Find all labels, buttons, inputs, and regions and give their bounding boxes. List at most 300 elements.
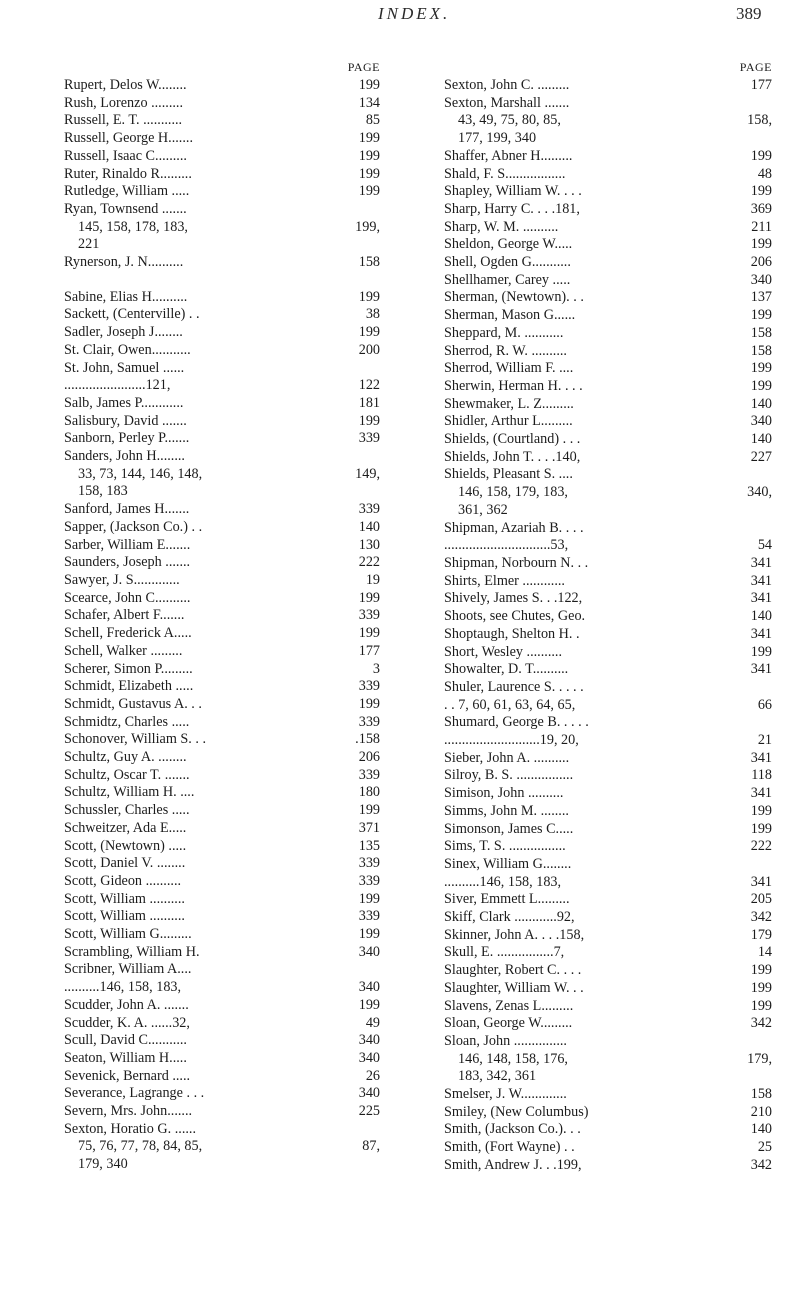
index-entry-page: 222 — [750, 838, 772, 855]
index-entry-page: 199 — [358, 147, 380, 164]
index-entry — [444, 750, 776, 768]
index-entry-text: Sherwin, Herman H. . . . — [444, 377, 583, 394]
index-entry-text: Sanders, John H........ — [64, 448, 185, 465]
index-entry-text: Sherrod, R. W. .......... — [444, 342, 567, 359]
index-entry-text: Sherman, Mason G...... — [444, 307, 576, 324]
index-entry-text: Shuler, Laurence S. . . . . — [444, 678, 584, 695]
index-entry-page: 339 — [358, 908, 380, 925]
index-entry — [64, 678, 384, 696]
index-entry-text: Saunders, Joseph ....... — [64, 554, 191, 571]
index-entry-text: Sieber, John A. .......... — [444, 749, 570, 766]
index-entry — [444, 838, 776, 856]
index-entry-page: 206 — [358, 749, 380, 766]
index-entry — [64, 873, 384, 891]
index-entry-text: Sherrod, William F. .... — [444, 360, 574, 377]
index-entry — [64, 643, 384, 661]
index-entry — [444, 1086, 776, 1104]
index-entry-page: 199 — [358, 802, 380, 819]
index-entry-text: Sinex, William G........ — [444, 855, 572, 872]
index-entry — [64, 961, 384, 979]
index-entry-text: Sanborn, Perley P....... — [64, 430, 190, 447]
index-entry — [64, 324, 384, 342]
index-entry-text: Smith, (Jackson Co.). . . — [444, 1121, 581, 1138]
index-entry — [64, 891, 384, 909]
index-entry-page: 85 — [365, 112, 380, 129]
index-entry-text: Seaton, William H..... — [64, 1049, 187, 1066]
index-entry — [444, 431, 776, 449]
index-entry-text: Sawyer, J. S............. — [64, 571, 180, 588]
index-entry-text: 177, 199, 340 — [458, 130, 537, 147]
index-entry-text: Scull, David C........... — [64, 1032, 187, 1049]
index-entry — [64, 537, 384, 555]
index-entry-text: Sanford, James H....... — [64, 501, 190, 518]
index-entry — [64, 926, 384, 944]
index-entry — [444, 661, 776, 679]
index-entry-text: Smith, (Fort Wayne) . . — [444, 1139, 575, 1156]
index-entry — [64, 1103, 384, 1121]
index-entry — [444, 130, 776, 148]
index-entry-text: Salb, James P............ — [64, 394, 184, 411]
index-entry — [64, 166, 384, 184]
index-entry-page: 340 — [750, 413, 772, 430]
index-entry — [64, 554, 384, 572]
index-entry — [444, 1104, 776, 1122]
index-entry-page: 340 — [358, 943, 380, 960]
index-entry-text: Sapper, (Jackson Co.) . . — [64, 518, 203, 535]
index-entry-text: 146, 158, 179, 183, — [458, 484, 568, 501]
index-entry — [64, 855, 384, 873]
index-entry-page: 199 — [358, 695, 380, 712]
index-entry — [444, 360, 776, 378]
index-entry — [444, 944, 776, 962]
index-entry — [444, 520, 776, 538]
index-entry-text: Ryan, Townsend ....... — [64, 200, 187, 217]
index-entry-page: 149, — [355, 465, 380, 482]
index-entry-text: Sabine, Elias H.......... — [64, 288, 188, 305]
index-entry-text: . . 7, 60, 61, 63, 64, 65, — [444, 696, 576, 713]
index-entry-text: Schmidt, Gustavus A. . . — [64, 695, 202, 712]
index-entry-page: 122 — [358, 377, 380, 394]
index-entry — [64, 1050, 384, 1068]
index-entry — [64, 625, 384, 643]
index-entry — [444, 608, 776, 626]
index-entry-page: 342 — [750, 1015, 772, 1032]
index-entry-page: 341 — [750, 873, 772, 890]
index-entry-text: Rush, Lorenzo ......... — [64, 94, 184, 111]
index-entry-page: 140 — [750, 395, 772, 412]
index-entry-text: Shoptaugh, Shelton H. . — [444, 625, 580, 642]
index-entry — [64, 254, 384, 272]
index-entry-page: 140 — [750, 1121, 772, 1138]
index-entry-page: 227 — [750, 448, 772, 465]
index-entry — [444, 998, 776, 1016]
index-entry — [444, 219, 776, 237]
index-entry — [64, 1032, 384, 1050]
index-entry-text: Scott, Daniel V. ........ — [64, 855, 186, 872]
index-entry — [64, 413, 384, 431]
index-entry-text: Schmidt, Elizabeth ..... — [64, 678, 194, 695]
index-entry-text: Sadler, Joseph J........ — [64, 324, 183, 341]
index-entry — [64, 767, 384, 785]
index-entry-page: 140 — [750, 608, 772, 625]
index-entry-text: ..........146, 158, 183, — [444, 873, 562, 890]
index-entry-page: 199 — [750, 962, 772, 979]
index-entry-text: Russell, Isaac C......... — [64, 147, 187, 164]
index-entry — [444, 307, 776, 325]
index-entry-text: Shields, John T. . . .140, — [444, 448, 581, 465]
index-entry-page: 3 — [372, 660, 380, 677]
index-entry — [444, 254, 776, 272]
index-entry — [444, 396, 776, 414]
index-entry — [64, 749, 384, 767]
index-entry-page: 181 — [358, 394, 380, 411]
index-entry-text: Showalter, D. T.......... — [444, 661, 569, 678]
index-entry — [444, 325, 776, 343]
index-entry-page: 158 — [750, 342, 772, 359]
index-entry — [444, 891, 776, 909]
index-entry — [444, 502, 776, 520]
index-entry-page: 339 — [358, 713, 380, 730]
index-entry-page: 341 — [750, 572, 772, 589]
index-entry-page: 199 — [358, 288, 380, 305]
index-entry-page: 199 — [750, 643, 772, 660]
index-entry-text: Simms, John M. ........ — [444, 802, 569, 819]
index-entry-text: Rynerson, J. N.......... — [64, 254, 184, 271]
index-entry — [64, 519, 384, 537]
index-entry-page: 21 — [757, 732, 772, 749]
index-entry-page: 199 — [750, 979, 772, 996]
index-entry-text: ...........................19, 20, — [444, 732, 579, 749]
index-entry — [444, 413, 776, 431]
index-entry-text: Severn, Mrs. John....... — [64, 1103, 193, 1120]
index-entry — [64, 236, 384, 254]
index-entry — [444, 343, 776, 361]
index-entry — [64, 820, 384, 838]
index-entry — [64, 590, 384, 608]
index-entry-page: 340 — [358, 1085, 380, 1102]
index-entry-text: Sharp, Harry C. . . .181, — [444, 200, 580, 217]
index-column-left — [64, 60, 384, 1174]
index-entry — [444, 1157, 776, 1175]
index-entry-page: 339 — [358, 501, 380, 518]
index-entry — [64, 395, 384, 413]
index-entry — [444, 112, 776, 130]
index-entry — [64, 430, 384, 448]
index-entry — [64, 607, 384, 625]
index-entry-page: 222 — [358, 554, 380, 571]
index-entry-page: 340 — [358, 1032, 380, 1049]
index-entry-text: Sexton, Marshall ....... — [444, 94, 570, 111]
index-entry-text: Short, Wesley .......... — [444, 643, 563, 660]
index-entry-text: Shields, (Courtland) . . . — [444, 431, 581, 448]
index-entry-page: 199 — [358, 589, 380, 606]
index-entry — [444, 714, 776, 732]
index-entry-text: Slaughter, William W. . . — [444, 979, 584, 996]
index-entry-text: ..........146, 158, 183, — [64, 979, 182, 996]
index-entry — [444, 378, 776, 396]
index-entry — [444, 1033, 776, 1051]
index-entry-text: Sarber, William E....... — [64, 536, 191, 553]
index-entry-text: Shipman, Azariah B. . . . — [444, 519, 584, 536]
index-entry-text: Shellhamer, Carey ..... — [444, 271, 571, 288]
index-entry-text: Rutledge, William ..... — [64, 183, 190, 200]
index-entry — [64, 112, 384, 130]
index-entry — [64, 1015, 384, 1033]
index-entry-page: 199 — [750, 236, 772, 253]
index-entry-page: 199 — [750, 183, 772, 200]
index-entry — [64, 1068, 384, 1086]
index-entry-text: Skinner, John A. . . .158, — [444, 926, 585, 943]
index-entry-text: Scearce, John C.......... — [64, 589, 191, 606]
index-entry-text: 145, 158, 178, 183, — [78, 218, 188, 235]
index-entry — [64, 1156, 384, 1174]
index-entry — [444, 95, 776, 113]
index-entry-page: 130 — [358, 536, 380, 553]
index-entry-page: 211 — [751, 218, 772, 235]
index-entry — [444, 183, 776, 201]
index-entry — [444, 166, 776, 184]
index-entry-page: 158 — [750, 324, 772, 341]
index-entry-page: 158 — [358, 254, 380, 271]
index-entry — [444, 821, 776, 839]
index-entry-page: 25 — [757, 1139, 772, 1156]
index-entry-page: 179, — [747, 1050, 772, 1067]
index-entry-page: 199 — [750, 997, 772, 1014]
index-entry-text: Schell, Frederick A..... — [64, 625, 192, 642]
index-entry-page: 339 — [358, 872, 380, 889]
index-entry-text: Shively, James S. . .122, — [444, 590, 583, 607]
page-header — [0, 4, 801, 28]
index-entry-text: Scott, William .......... — [64, 908, 185, 925]
index-entry — [444, 803, 776, 821]
index-entry-text: Scott, William G......... — [64, 926, 192, 943]
index-entry-page: 340 — [358, 979, 380, 996]
index-entry-page: 341 — [750, 554, 772, 571]
index-entry-text: Shapley, William W. . . . — [444, 183, 582, 200]
index-entry-page: 140 — [750, 431, 772, 448]
index-entry-text: Smiley, (New Columbus) — [444, 1103, 589, 1120]
index-entry-text: 179, 340 — [78, 1156, 128, 1173]
index-entry — [444, 484, 776, 502]
index-entry-text: Russell, E. T. ........... — [64, 112, 183, 129]
index-entry — [64, 289, 384, 307]
index-entry-text: Sloan, John ............... — [444, 1032, 567, 1049]
index-entry-page: 177 — [358, 642, 380, 659]
index-entry-page: 158 — [750, 1086, 772, 1103]
index-entry-text: Slavens, Zenas L......... — [444, 997, 574, 1014]
index-entry — [64, 201, 384, 219]
index-entry-text: Schmidtz, Charles ..... — [64, 713, 190, 730]
index-entry-page: 199 — [750, 147, 772, 164]
index-entry — [64, 501, 384, 519]
index-entry-text: Sheppard, M. ........... — [444, 324, 564, 341]
index-entry-page: 179 — [750, 926, 772, 943]
index-entry — [64, 219, 384, 237]
index-entry-text: Sexton, Horatio G. ...... — [64, 1120, 197, 1137]
index-entry — [64, 342, 384, 360]
index-entry-text: Shell, Ogden G........... — [444, 254, 571, 271]
index-entry-text: Smith, Andrew J. . .199, — [444, 1156, 582, 1173]
index-entry-page: 26 — [365, 1067, 380, 1084]
index-entry — [444, 77, 776, 95]
index-entry — [64, 77, 384, 95]
index-entry — [64, 784, 384, 802]
index-entry-page: 135 — [358, 837, 380, 854]
index-entry — [444, 785, 776, 803]
index-entry — [64, 714, 384, 732]
index-entry-page: 199 — [358, 412, 380, 429]
index-entry-page: 342 — [750, 909, 772, 926]
index-entry-text: Schultz, Guy A. ........ — [64, 749, 187, 766]
index-entry-text: Scherer, Simon P......... — [64, 660, 193, 677]
index-entry — [444, 909, 776, 927]
index-entry-page: 54 — [757, 537, 772, 554]
index-entry-text: 221 — [78, 236, 100, 253]
index-entry-page: 66 — [757, 696, 772, 713]
index-entry — [444, 732, 776, 750]
index-entry-text: Scott, Gideon .......... — [64, 872, 182, 889]
index-entry — [64, 306, 384, 324]
index-entry-text: Schonover, William S. . . — [64, 731, 207, 748]
index-entry-page: .158 — [355, 731, 380, 748]
index-entry-text: Sharp, W. M. .......... — [444, 218, 559, 235]
index-entry-text: Shields, Pleasant S. .... — [444, 466, 573, 483]
index-entry-text: Shirts, Elmer ............ — [444, 572, 565, 589]
index-entry-page: 199 — [750, 307, 772, 324]
index-entry-text: .......................121, — [64, 377, 171, 394]
index-entry — [64, 944, 384, 962]
index-entry — [64, 1121, 384, 1139]
index-entry-text: Russell, George H....... — [64, 130, 193, 147]
index-entry-text: Shipman, Norbourn N. . . — [444, 554, 589, 571]
index-entry-page: 341 — [750, 749, 772, 766]
index-entry-page: 199 — [358, 130, 380, 147]
index-entry-page: 38 — [365, 306, 380, 323]
index-entry — [64, 95, 384, 113]
index-entry-text: Sheldon, George W..... — [444, 236, 573, 253]
index-entry-text: 33, 73, 144, 146, 148, — [78, 465, 203, 482]
index-entry-text: Scribner, William A.... — [64, 961, 192, 978]
index-entry-text: Scudder, K. A. ......32, — [64, 1014, 190, 1031]
index-entry — [64, 1085, 384, 1103]
index-entry — [444, 555, 776, 573]
index-entry — [444, 980, 776, 998]
index-entry-text: St. Clair, Owen........... — [64, 341, 191, 358]
index-entry-page: 341 — [750, 590, 772, 607]
index-entry-page: 118 — [751, 767, 772, 784]
index-entry-page: 199 — [358, 926, 380, 943]
index-entry-text: Sackett, (Centerville) . . — [64, 306, 200, 323]
index-entry-text: Schell, Walker ......... — [64, 642, 183, 659]
index-entry-text: Skull, E. ................7, — [444, 944, 565, 961]
index-entry-text: Sims, T. S. ................ — [444, 838, 566, 855]
index-entry-page: 206 — [750, 254, 772, 271]
index-entry-text: Shumard, George B. . . . . — [444, 714, 589, 731]
index-entry-text: 158, 183 — [78, 483, 128, 500]
index-entry — [444, 449, 776, 467]
index-entry-text: Shewmaker, L. Z......... — [444, 395, 574, 412]
index-entry-text: Smelser, J. W............. — [444, 1086, 567, 1103]
index-entry — [444, 626, 776, 644]
index-entry — [64, 1138, 384, 1156]
index-entry — [444, 537, 776, 555]
index-entry-text: Schultz, William H. .... — [64, 784, 195, 801]
index-entry-page: 199, — [355, 218, 380, 235]
index-entry-text: Scudder, John A. ....... — [64, 996, 189, 1013]
index-entry-page: 199 — [358, 77, 380, 93]
index-entry-text: 183, 342, 361 — [458, 1068, 537, 1085]
index-entry-page: 199 — [750, 360, 772, 377]
index-entry — [64, 802, 384, 820]
index-entry — [444, 697, 776, 715]
index-entry-page: 339 — [358, 678, 380, 695]
index-column-right — [444, 60, 776, 1175]
page-column-heading: PAGE — [347, 60, 380, 74]
index-entry — [444, 573, 776, 591]
index-entry — [444, 767, 776, 785]
index-entry-text: Scott, (Newtown) ..... — [64, 837, 187, 854]
index-entry-page: 341 — [750, 661, 772, 678]
index-entry-page: 180 — [358, 784, 380, 801]
index-entry-page: 339 — [358, 430, 380, 447]
index-entry — [64, 466, 384, 484]
index-entry-text: Ruter, Rinaldo R......... — [64, 165, 192, 182]
index-entry-text: Simison, John .......... — [444, 785, 564, 802]
index-entry-text: 361, 362 — [458, 501, 508, 518]
index-entry-page: 339 — [358, 766, 380, 783]
index-entry — [64, 696, 384, 714]
index-entry — [64, 130, 384, 148]
index-entry — [444, 927, 776, 945]
index-entry-text: Severance, Lagrange . . . — [64, 1085, 205, 1102]
index-entry-page: 210 — [750, 1103, 772, 1120]
index-entry — [444, 1015, 776, 1033]
index-entry — [444, 236, 776, 254]
index-entry-text: Sexton, John C. ......... — [444, 77, 570, 93]
index-entry — [444, 590, 776, 608]
index-entry — [64, 377, 384, 395]
index-entry-text: Skiff, Clark ............92, — [444, 909, 575, 926]
page-number: 389 — [736, 4, 762, 23]
index-entry-page: 340, — [747, 484, 772, 501]
index-entry-text: Schultz, Oscar T. ....... — [64, 766, 190, 783]
index-entry-text: Shoots, see Chutes, Geo. — [444, 608, 586, 625]
index-entry-page: 199 — [358, 183, 380, 200]
index-entry-text: Siver, Emmett L......... — [444, 891, 570, 908]
index-entry — [64, 661, 384, 679]
index-entry-page: 342 — [750, 1156, 772, 1173]
index-entry-page: 341 — [750, 785, 772, 802]
index-entry-text: 43, 49, 75, 80, 85, — [458, 112, 561, 129]
index-entry — [64, 448, 384, 466]
index-entry-text: Simonson, James C..... — [444, 820, 574, 837]
index-entry — [444, 1121, 776, 1139]
index-entry-page: 339 — [358, 607, 380, 624]
index-entry-page: 369 — [750, 200, 772, 217]
index-entry — [444, 874, 776, 892]
index-entry-text: 146, 148, 158, 176, — [458, 1050, 568, 1067]
index-entry-page: 199 — [358, 625, 380, 642]
index-entry-page: 205 — [750, 891, 772, 908]
index-entry — [444, 644, 776, 662]
index-entry-page: 199 — [358, 890, 380, 907]
index-entry-page: 49 — [365, 1014, 380, 1031]
index-entry — [64, 183, 384, 201]
index-entry-text: Slaughter, Robert C. . . . — [444, 962, 582, 979]
index-entry-page: 199 — [358, 165, 380, 182]
index-entry-text: Scrambling, William H. — [64, 943, 200, 960]
index-entry — [64, 572, 384, 590]
